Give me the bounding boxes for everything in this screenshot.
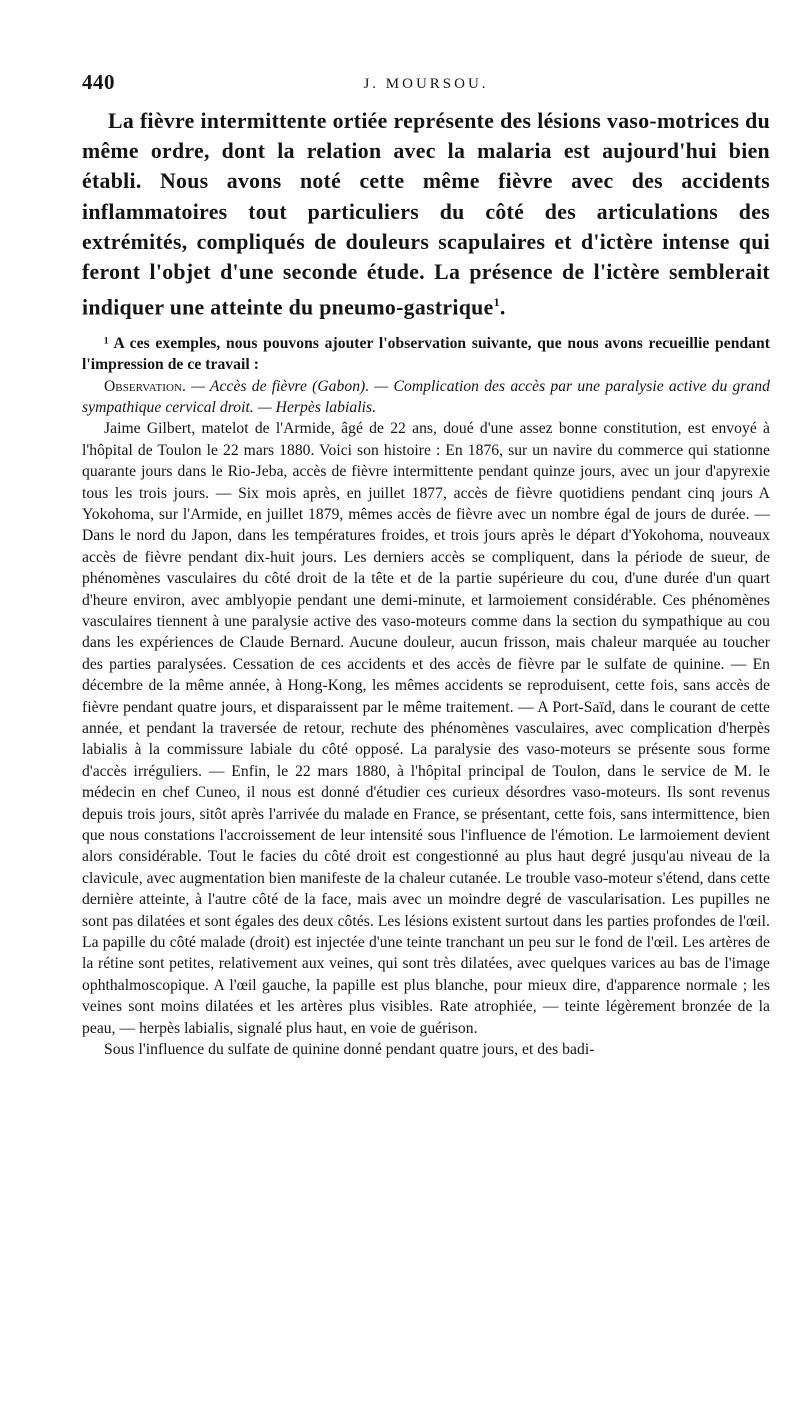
- page-number: 440: [82, 70, 115, 94]
- observation-title: — Accès de fièvre (Gabon). — Complication des accès par une paralysie active du grand sympathique cervical droit. — Herpès labialis.: [82, 377, 770, 416]
- footnote-reference: 1: [493, 295, 500, 310]
- main-paragraph: [82, 106, 770, 323]
- document-page: [82, 70, 770, 1061]
- main-text: [82, 106, 770, 323]
- observation-body: Jaime Gilbert, matelot de l'Armide, âgé de 22 ans, doué d'une assez bonne constitution, est envoyé à l'hôpital de Toulon le 22 mars 1880. Voici son histoire : En 1876, sur un navire du commerce qui stationne quarante jours dans le Rio-Jeba, accès de fièvre intermittente pendant quinze jours, avec un jour d'apyrexie tous les trois jours. — Six mois après, en juillet 1877, accès de fièvre quotidiens pendant cinq jours A Yokohoma, sur l'Armide, en juillet 1879, mêmes accès de fièvre avec un nombre égal de jours de durée. — Dans le nord du Japon, dans les températures froides, et trois jours après le départ d'Yokohoma, nouveaux accès de fièvre pendant dix-huit jours. Les derniers accès se compliquent, dans la période de sueur, de phénomènes vasculaires du côté droit de la tête et de la partie supérieure du cou, d'une durée d'un quart d'heure environ, avec amblyopie pendant une demi-minute, et larmoiement considérable. Ces phénomènes vasculaires tiennent à une paralysie active des vaso-moteurs comme dans la section du sympathique au cou dans les expériences de Claude Bernard. Aucune douleur, aucun frisson, mais chaleur marquée au toucher des parties paralysées. Cessation de ces accidents et des accès de fièvre par le sulfate de quinine. — En décembre de la même année, à Hong-Kong, les mêmes accidents se reproduisent, cette fois, sans accès de fièvre pendant quatre jours, et disparaissent par le même traitement. — A Port-Saïd, dans le courant de cette année, et pendant la traversée de retour, rechute des phénomènes vasculaires, avec complication d'herpès labialis à la commissure labiale du côté opposé. La paralysie des vaso-moteurs se présente sous forme d'accès irréguliers. — Enfin, le 22 mars 1880, à l'hôpital principal de Toulon, dans le service de M. le médecin en chef Cuneo, il nous est donné d'étudier ces curieux désordres vaso-moteurs. Ils sont revenus depuis trois jours, sitôt après l'arrivée du malade en France, se présentant, cette fois, sans intermittence, bien que nous constations l'accroissement de leur intensité sous l'influence de l'émotion. Le larmoiement devient alors considérable. Tout le facies du côté droit est congestionné au plus haut degré jusqu'au niveau de la clavicule, avec augmentation bien manifeste de la chaleur cutanée. Le trouble vaso-moteur s'étend, dans cette dernière atteinte, à l'autre côté de la face, mais avec un moindre degré de vascularisation. Les pupilles ne sont pas dilatées et sont égales des deux côtés. Les lésions existent surtout dans les parties profondes de l'œil. La papille du côté malade (droit) est injectée d'une teinte tranchant un peu sur le fond de l'œil. Les artères de la rétine sont petites, relativement aux veines, qui sont très dilatées, avec quelques varices au bas de l'image ophthalmoscopique. A l'œil gauche, la papille est plus blanche, pour mieux dire, d'apparence normale ; les veines sont moins dilatées et les artères plus visibles. Rate atrophiée, — teinte légèrement bronzée de la peau, — herpès labialis, signalé plus haut, en voie de guérison.: [82, 420, 770, 1037]
- main-paragraph-text: La fièvre intermittente ortiée représente des lésions vaso-motrices du même ordre, dont la relation avec la malaria est aujourd'hui bien établi. Nous avons noté cette même fièvre avec des accidents inflammatoires tout particuliers du côté des articulations des extrémités, compliqués de douleurs scapulaires et d'ictère intense qui feront l'objet d'une seconde étude. La présence de l'ictère semblerait indiquer une atteinte du pneumo-gastrique: [82, 109, 770, 320]
- observation-heading: [82, 376, 770, 419]
- main-paragraph-end: .: [499, 295, 506, 320]
- observation-continuation: Sous l'influence du sulfate de quinine donné pendant quatre jours, et des badi-: [104, 1041, 595, 1059]
- running-head: J. MOURSOU.: [363, 76, 489, 92]
- page-header: [82, 70, 770, 106]
- footnote-intro: ¹ A ces exemples, nous pouvons ajouter l'observation suivante, que nous avons recueillie pendant l'impression de ce travail :: [82, 334, 770, 374]
- observation-label: Observation.: [104, 377, 186, 395]
- footnote: [82, 333, 770, 1061]
